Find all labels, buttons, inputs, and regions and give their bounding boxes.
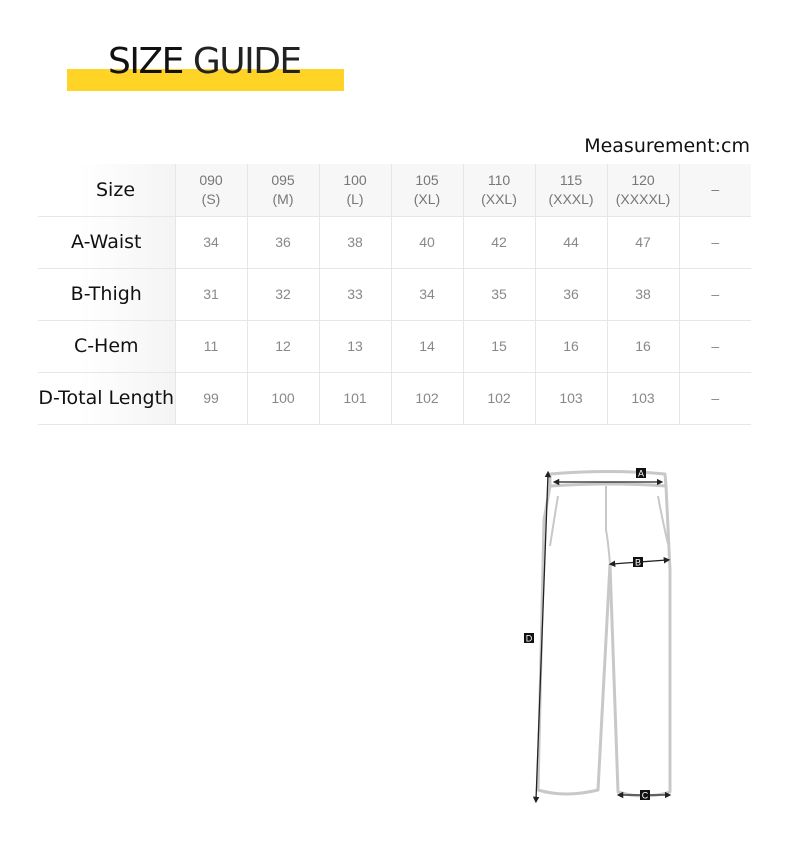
row-label: C-Hem: [38, 320, 175, 372]
table-cell: 38: [319, 216, 391, 268]
row-label: A-Waist: [38, 216, 175, 268]
table-cell: 35: [463, 268, 535, 320]
table-cell: 15: [463, 320, 535, 372]
table-cell: 33: [319, 268, 391, 320]
size-number: 120: [631, 171, 655, 188]
size-number: 105: [415, 171, 439, 188]
table-cell: 34: [175, 216, 247, 268]
table-cell: 101: [319, 372, 391, 424]
size-number: 095: [271, 171, 295, 188]
pants-outline: [538, 472, 670, 797]
size-header-cell: [679, 164, 751, 216]
marker-b: [633, 557, 643, 568]
table-header-row: [38, 164, 751, 216]
table-cell: 103: [535, 372, 607, 424]
row-label: B-Thigh: [38, 268, 175, 320]
table-row: [38, 320, 751, 372]
table-cell: 103: [607, 372, 679, 424]
size-code: (XXXL): [548, 190, 594, 207]
table-cell: 47: [607, 216, 679, 268]
length-measure-arrow: [536, 474, 548, 800]
table-cell: 100: [247, 372, 319, 424]
table-cell: 36: [535, 268, 607, 320]
marker-a: [636, 468, 646, 479]
size-code: (XXL): [481, 190, 517, 207]
table-cell: –: [679, 372, 751, 424]
table-cell: 16: [535, 320, 607, 372]
table-cell: 99: [175, 372, 247, 424]
table-cell: –: [679, 216, 751, 268]
pants-measurement-diagram: [520, 460, 700, 810]
size-header-cell: [463, 164, 535, 216]
size-code: (L): [346, 190, 364, 207]
table-cell: –: [679, 268, 751, 320]
size-number: –: [711, 181, 720, 198]
measurement-unit-note: Measurement:cm: [584, 135, 750, 157]
table-cell: 38: [607, 268, 679, 320]
table-cell: 32: [247, 268, 319, 320]
table-cell: 12: [247, 320, 319, 372]
table-cell: –: [679, 320, 751, 372]
table-cell: 42: [463, 216, 535, 268]
page-title: [108, 41, 301, 82]
size-number: 115: [559, 171, 583, 188]
row-label: D-Total Length: [38, 372, 175, 424]
size-code: (XL): [413, 190, 441, 207]
title-word-guide: GUIDE: [192, 41, 301, 82]
table-row: [38, 372, 751, 424]
title-word-size: SIZE: [108, 41, 183, 82]
size-code: (M): [272, 190, 294, 207]
size-header-cell: [535, 164, 607, 216]
marker-d-label: D: [525, 633, 533, 644]
table-cell: 102: [391, 372, 463, 424]
size-header-cell: [319, 164, 391, 216]
size-header-cell: [391, 164, 463, 216]
size-number: 110: [487, 171, 511, 188]
table-row: [38, 216, 751, 268]
table-cell: 11: [175, 320, 247, 372]
table-cell: 44: [535, 216, 607, 268]
table-row: [38, 268, 751, 320]
table-cell: 14: [391, 320, 463, 372]
size-header-cell: [175, 164, 247, 216]
table-cell: 31: [175, 268, 247, 320]
table-cell: 36: [247, 216, 319, 268]
size-header-cell: [247, 164, 319, 216]
size-code: (S): [201, 190, 221, 207]
table-cell: 102: [463, 372, 535, 424]
size-table: [38, 164, 751, 425]
table-cell: 13: [319, 320, 391, 372]
table-cell: 34: [391, 268, 463, 320]
marker-a-label: A: [637, 468, 645, 479]
marker-c-label: C: [641, 790, 649, 801]
size-number: 090: [199, 171, 223, 188]
marker-b-label: B: [634, 557, 642, 568]
table-cell: 40: [391, 216, 463, 268]
size-number: 100: [343, 171, 367, 188]
marker-d: [524, 633, 534, 644]
size-header-cell: [607, 164, 679, 216]
size-code: (XXXXL): [615, 190, 671, 207]
table-cell: 16: [607, 320, 679, 372]
marker-c: [640, 790, 650, 801]
size-header-label: Size: [38, 164, 175, 216]
